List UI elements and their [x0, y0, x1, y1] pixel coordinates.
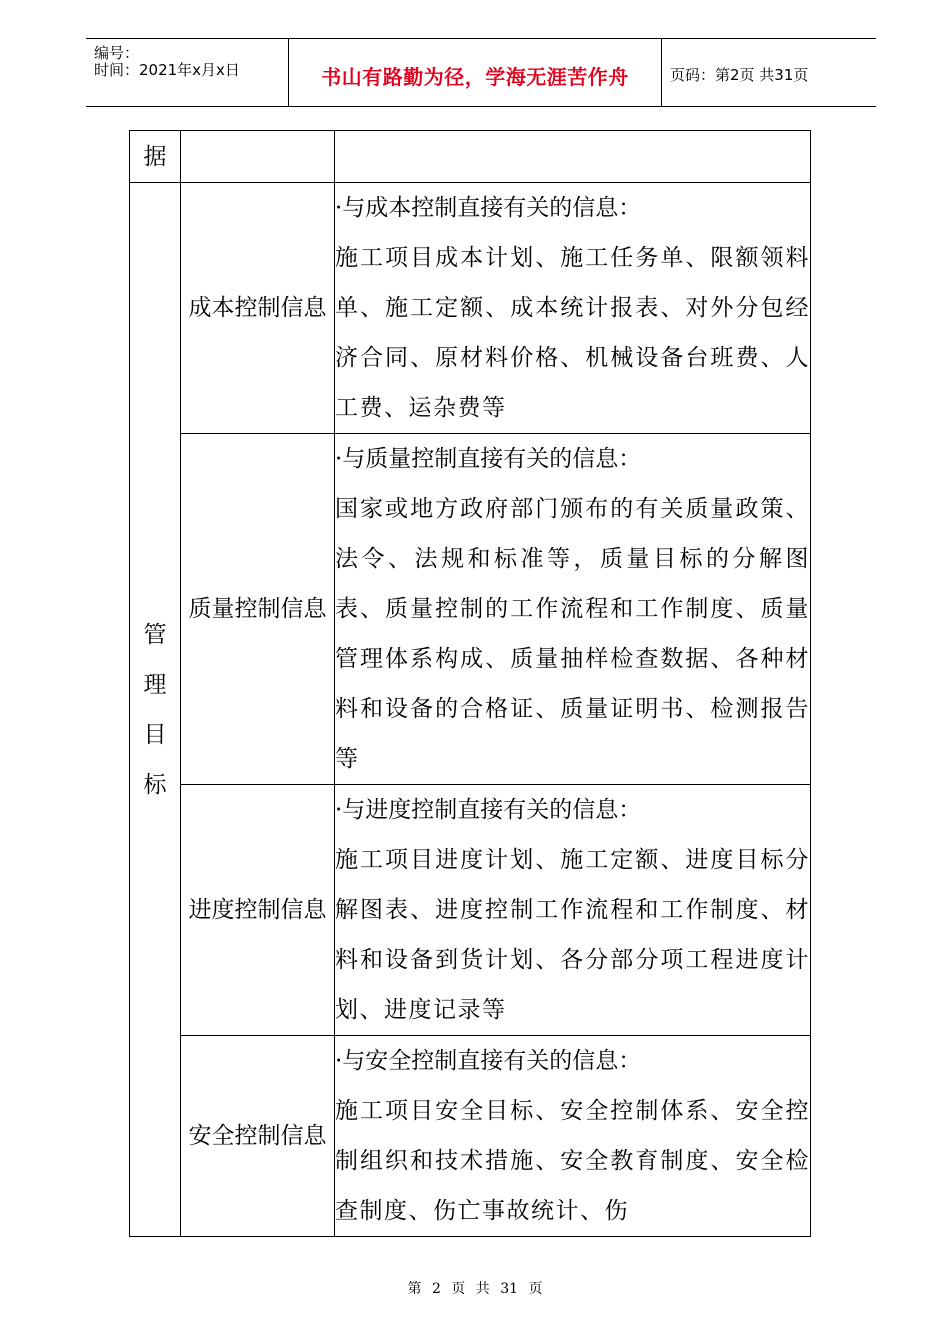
- page-info: 页码：第2页 共31页: [670, 66, 809, 84]
- description-cell: [335, 1036, 811, 1237]
- table-row: [130, 785, 811, 1036]
- description-cell: [335, 183, 811, 434]
- time-label: 时间：2021年x月x日: [94, 61, 240, 79]
- group-label-char: 标: [143, 771, 167, 798]
- group-label-char: 目: [143, 721, 167, 748]
- description-body: 施工项目进度计划、施工定额、进度目标分解图表、进度控制工作流程和工作制度、材料和设备到货计划、各分部分项工程进度计划、进度记录等: [335, 847, 810, 1023]
- motto: 书山有路勤为径，学海无涯苦作舟: [321, 65, 629, 89]
- description-intro: ·与成本控制直接有关的信息：: [335, 195, 642, 221]
- info-table: [129, 130, 811, 1237]
- code-label: 编号：: [94, 44, 140, 62]
- empty-cell: [335, 131, 811, 183]
- table-row: [130, 183, 811, 434]
- header-page-cell: [662, 39, 876, 106]
- category-cell: 安全控制信息: [181, 1036, 335, 1237]
- category-cell: 质量控制信息: [181, 434, 335, 785]
- table-row: [130, 434, 811, 785]
- description-intro: ·与进度控制直接有关的信息：: [335, 797, 642, 823]
- group-label-char: 管: [143, 621, 167, 648]
- description-cell: [335, 785, 811, 1036]
- page-footer: 第 2 页 共 31 页: [407, 1281, 543, 1297]
- group-label: [130, 183, 181, 1237]
- description-intro: ·与安全控制直接有关的信息：: [335, 1048, 642, 1074]
- category-cell: 进度控制信息: [181, 785, 335, 1036]
- page-header: [86, 38, 876, 107]
- description-body: 国家或地方政府部门颁布的有关质量政策、法令、法规和标准等，质量目标的分解图表、质量控制的工作流程和工作制度、质量管理体系构成、质量抽样检查数据、各种材料和设备的合格证、质量证明书、检测报告等: [335, 496, 810, 772]
- empty-cell: [181, 131, 335, 183]
- header-motto-cell: [288, 39, 662, 106]
- description-cell: [335, 434, 811, 785]
- group-label-char: 理: [143, 671, 167, 698]
- header-meta: [86, 39, 288, 106]
- description-body: 施工项目成本计划、施工任务单、限额领料单、施工定额、成本统计报表、对外分包经济合同、原材料价格、机械设备台班费、人工费、运杂费等: [335, 245, 810, 421]
- table-row: [130, 1036, 811, 1237]
- table-row: [130, 131, 811, 183]
- category-cell: 成本控制信息: [181, 183, 335, 434]
- description-body: 施工项目安全目标、安全控制体系、安全控制组织和技术措施、安全教育制度、安全检查制度、伤亡事故统计、伤: [335, 1098, 810, 1224]
- top-cell: 据: [130, 131, 181, 183]
- description-intro: ·与质量控制直接有关的信息：: [335, 446, 642, 472]
